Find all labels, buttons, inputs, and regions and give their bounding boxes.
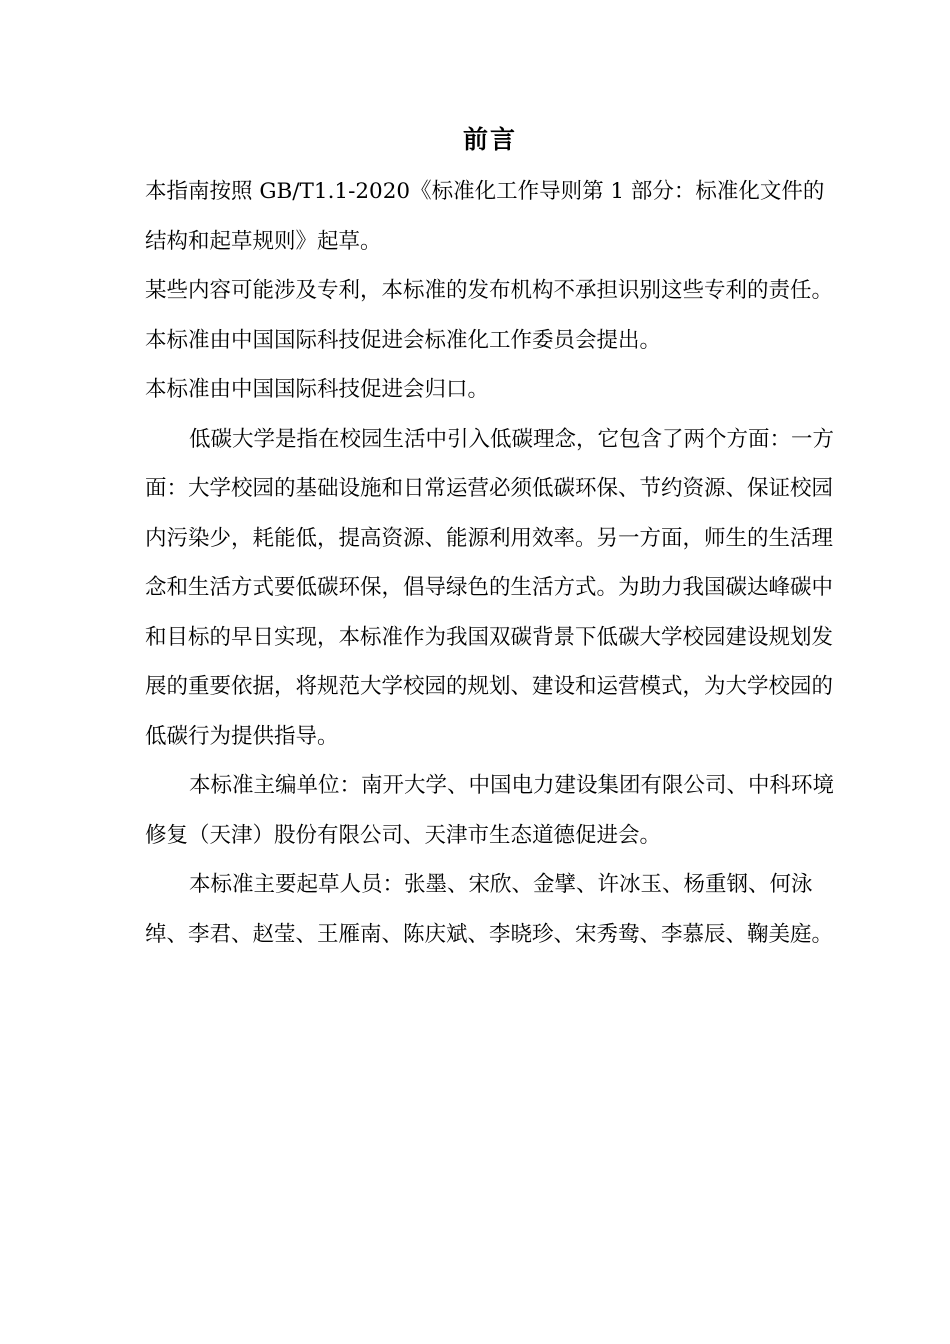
paragraph-proposed-by: 本标准由中国国际科技促进会标准化工作委员会提出。 [145, 327, 662, 353]
paragraph-drafting-rules: 本指南按照 GB/T1.1-2020《标准化工作导则第 1 部分：标准化文件的结构和起草规则》起草。 [145, 179, 825, 254]
paragraph-centralized-by: 本标准由中国国际科技促进会归口。 [145, 377, 490, 402]
document-body [145, 167, 835, 959]
page-title: 前言 [462, 125, 517, 154]
paragraph-low-carbon-university: 低碳大学是指在校园生活中引入低碳理念，它包含了两个方面：一方面：大学校园的基础设施和日常运营必须低碳环保、节约资源、保证校园内污染少，耗能低，提高资源、能源利用效率。另一方面，师生的生活理念和生活方式要低碳环保，倡导绿色的生活方式。为助力我国碳达峰碳中和目标的早日实现，本标准作为我国双碳背景下低碳大学校园建设规划发展的重要依据，将规范大学校园的规划、建设和运营模式，为大学校园的低碳行为提供指导。 [145, 426, 835, 749]
paragraph-patent-notice: 某些内容可能涉及专利，本标准的发布机构不承担识别这些专利的责任。 [145, 278, 834, 303]
paragraph-chief-editors: 本标准主编单位：南开大学、中国电力建设集团有限公司、中科环境修复（天津）股份有限公司、天津市生态道德促进会。 [145, 773, 835, 848]
paragraph-drafters: 本标准主要起草人员：张墨、宋欣、金擘、许冰玉、杨重钢、何泳绰、李君、赵莹、王雁南、陈庆斌、李晓珍、宋秀鸯、李慕辰、鞠美庭。 [145, 872, 834, 947]
